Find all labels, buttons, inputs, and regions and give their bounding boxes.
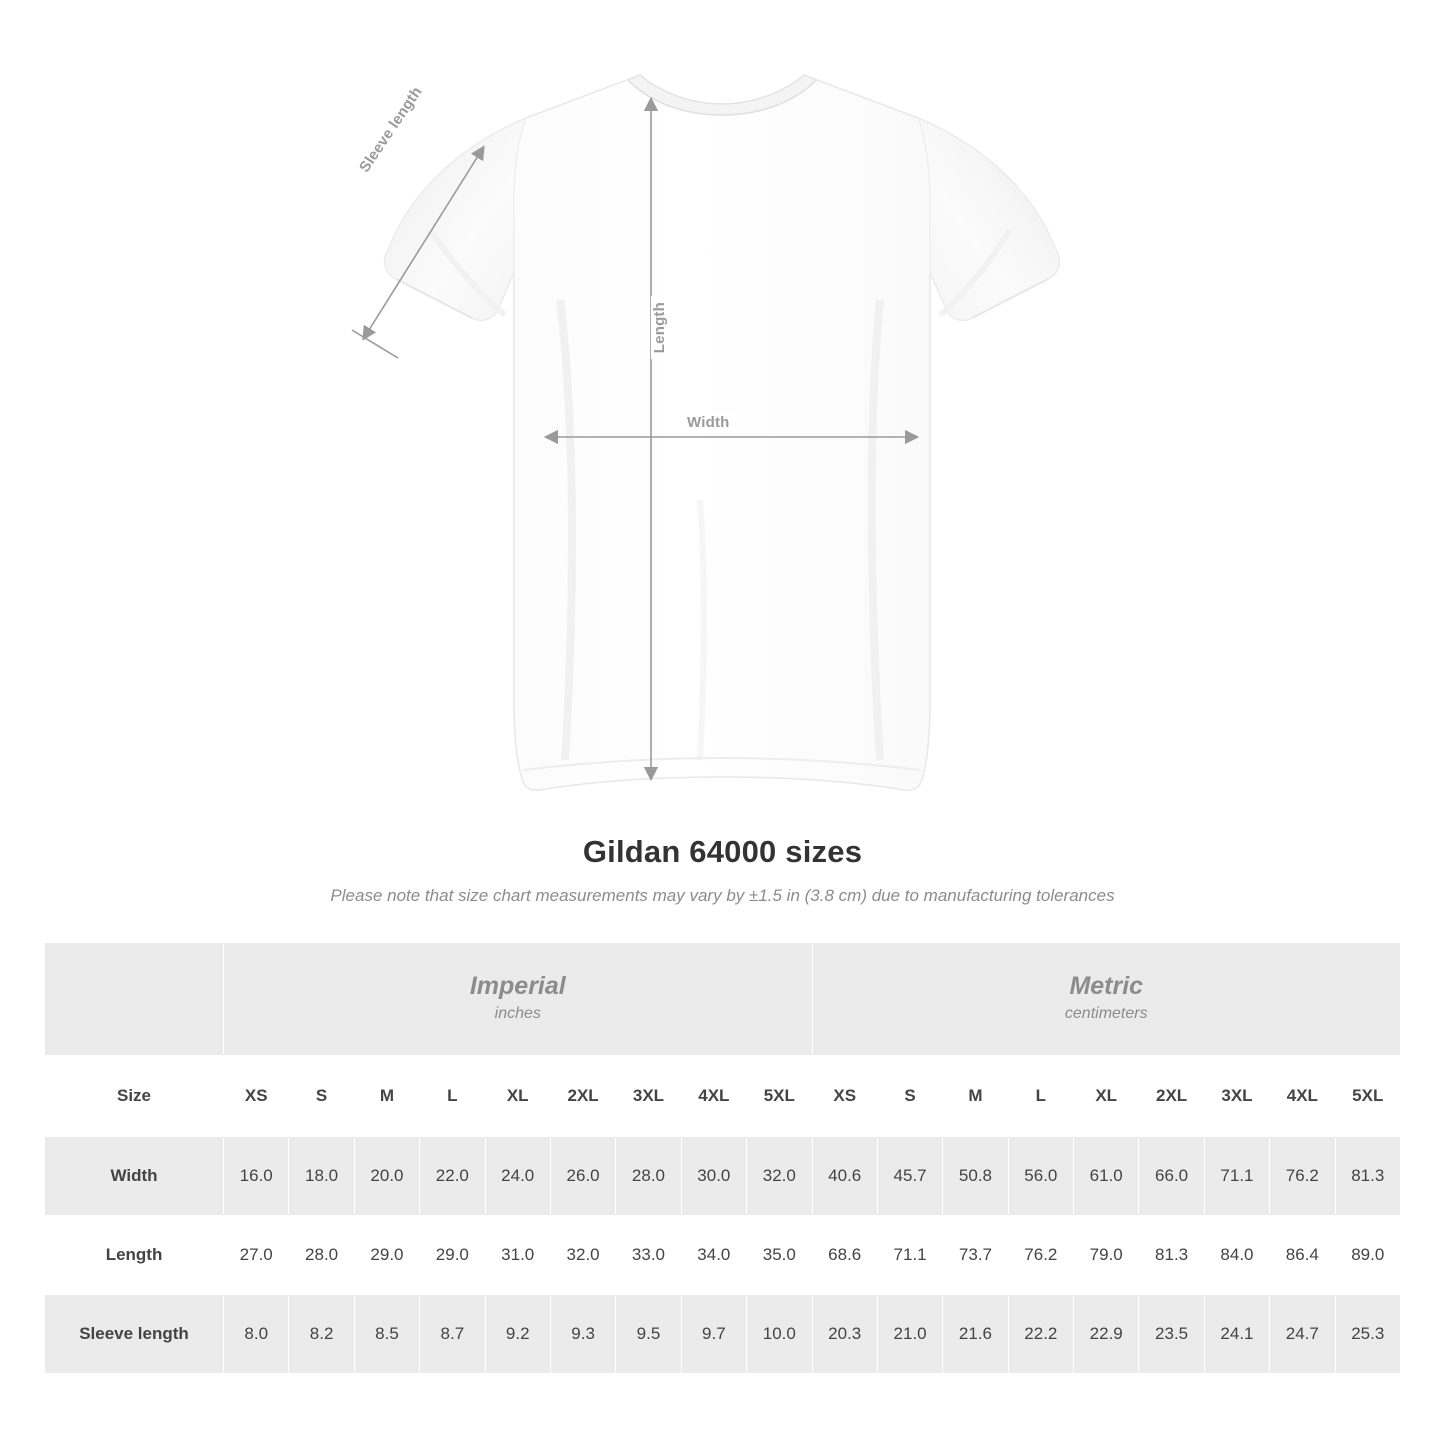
size-column-header: XS — [812, 1056, 877, 1137]
cell-sleeve-xl-cm: 22.9 — [1074, 1295, 1139, 1374]
size-column-header: 5XL — [1335, 1056, 1400, 1137]
size-column-header: 4XL — [1270, 1056, 1335, 1137]
cell-width-2xl-in: 26.0 — [550, 1137, 615, 1216]
cell-length-xl-in: 31.0 — [485, 1216, 550, 1295]
cell-width-4xl-cm: 76.2 — [1270, 1137, 1335, 1216]
cell-width-xl-in: 24.0 — [485, 1137, 550, 1216]
imperial-unit-header — [224, 943, 813, 1056]
cell-width-xs-in: 16.0 — [224, 1137, 289, 1216]
cell-sleeve-2xl-cm: 23.5 — [1139, 1295, 1204, 1374]
size-table — [44, 942, 1401, 1374]
cell-sleeve-4xl-cm: 24.7 — [1270, 1295, 1335, 1374]
units-header-row — [45, 943, 1401, 1056]
cell-width-l-in: 22.0 — [420, 1137, 485, 1216]
cell-sleeve-4xl-in: 9.7 — [681, 1295, 746, 1374]
cell-length-2xl-in: 32.0 — [550, 1216, 615, 1295]
size-column-header: 2XL — [1139, 1056, 1204, 1137]
cell-length-5xl-in: 35.0 — [747, 1216, 813, 1295]
cell-length-5xl-cm: 89.0 — [1335, 1216, 1400, 1295]
cell-sleeve-l-cm: 22.2 — [1008, 1295, 1073, 1374]
metric-unit-sub: centimeters — [1064, 1004, 1148, 1022]
page-title: Gildan 64000 sizes — [582, 834, 863, 869]
size-column-header: M — [354, 1056, 419, 1137]
cell-sleeve-xl-in: 9.2 — [485, 1295, 550, 1374]
imperial-unit-sub: inches — [494, 1004, 541, 1022]
table-row — [45, 1137, 1401, 1216]
cell-width-m-in: 20.0 — [354, 1137, 419, 1216]
size-column-header: 3XL — [1204, 1056, 1269, 1137]
cell-sleeve-m-in: 8.5 — [354, 1295, 419, 1374]
size-column-header: 4XL — [681, 1056, 746, 1137]
cell-width-s-in: 18.0 — [289, 1137, 354, 1216]
size-column-header: L — [1008, 1056, 1073, 1137]
row-label-sleeve-length: Sleeve length — [45, 1295, 224, 1374]
tolerance-note: Please note that size chart measurements may vary by ±1.5 in (3.8 cm) due to manufacturing tolerances — [330, 886, 1115, 905]
cell-sleeve-s-in: 8.2 — [289, 1295, 354, 1374]
size-column-header: 3XL — [616, 1056, 681, 1137]
cell-length-l-cm: 76.2 — [1008, 1216, 1073, 1295]
cell-length-4xl-in: 34.0 — [681, 1216, 746, 1295]
table-row — [45, 1216, 1401, 1295]
size-column-header: L — [420, 1056, 485, 1137]
size-header-row — [45, 1056, 1401, 1137]
chart-heading — [0, 834, 1445, 906]
length-dimension-label: Length — [651, 296, 668, 359]
cell-width-5xl-cm: 81.3 — [1335, 1137, 1400, 1216]
cell-length-3xl-in: 33.0 — [616, 1216, 681, 1295]
cell-width-4xl-in: 30.0 — [681, 1137, 746, 1216]
cell-length-s-cm: 71.1 — [877, 1216, 942, 1295]
cell-length-xs-cm: 68.6 — [812, 1216, 877, 1295]
table-row — [45, 1295, 1401, 1374]
cell-width-xl-cm: 61.0 — [1074, 1137, 1139, 1216]
cell-sleeve-5xl-cm: 25.3 — [1335, 1295, 1400, 1374]
cell-length-xl-cm: 79.0 — [1074, 1216, 1139, 1295]
size-table-wrap — [44, 942, 1401, 1374]
size-column-header: XS — [224, 1056, 289, 1137]
cell-sleeve-3xl-in: 9.5 — [616, 1295, 681, 1374]
cell-sleeve-2xl-in: 9.3 — [550, 1295, 615, 1374]
size-row-label: Size — [45, 1056, 224, 1137]
cell-length-3xl-cm: 84.0 — [1204, 1216, 1269, 1295]
cell-sleeve-l-in: 8.7 — [420, 1295, 485, 1374]
sleeve-length-dimension-label: Sleeve length — [356, 83, 426, 176]
metric-unit-header — [812, 943, 1400, 1056]
size-column-header: 2XL — [550, 1056, 615, 1137]
cell-width-3xl-cm: 71.1 — [1204, 1137, 1269, 1216]
size-column-header: S — [289, 1056, 354, 1137]
cell-width-xs-cm: 40.6 — [812, 1137, 877, 1216]
cell-width-m-cm: 50.8 — [943, 1137, 1008, 1216]
units-corner-cell — [45, 943, 224, 1056]
cell-sleeve-5xl-in: 10.0 — [747, 1295, 813, 1374]
cell-width-l-cm: 56.0 — [1008, 1137, 1073, 1216]
cell-length-xs-in: 27.0 — [224, 1216, 289, 1295]
cell-sleeve-xs-cm: 20.3 — [812, 1295, 877, 1374]
cell-length-m-in: 29.0 — [354, 1216, 419, 1295]
cell-width-s-cm: 45.7 — [877, 1137, 942, 1216]
cell-length-m-cm: 73.7 — [943, 1216, 1008, 1295]
cell-width-3xl-in: 28.0 — [616, 1137, 681, 1216]
sleeve-tick-bottom — [352, 330, 398, 358]
cell-length-s-in: 28.0 — [289, 1216, 354, 1295]
cell-sleeve-m-cm: 21.6 — [943, 1295, 1008, 1374]
size-column-header: 5XL — [747, 1056, 813, 1137]
row-label-width: Width — [45, 1137, 224, 1216]
cell-width-2xl-cm: 66.0 — [1139, 1137, 1204, 1216]
cell-sleeve-s-cm: 21.0 — [877, 1295, 942, 1374]
metric-unit-name: Metric — [1069, 971, 1144, 1000]
size-column-header: XL — [1074, 1056, 1139, 1137]
cell-length-l-in: 29.0 — [420, 1216, 485, 1295]
size-column-header: S — [877, 1056, 942, 1137]
cell-sleeve-3xl-cm: 24.1 — [1204, 1295, 1269, 1374]
width-dimension-label: Width — [681, 414, 736, 431]
size-column-header: XL — [485, 1056, 550, 1137]
imperial-unit-name: Imperial — [469, 971, 566, 1000]
cell-sleeve-xs-in: 8.0 — [224, 1295, 289, 1374]
cell-width-5xl-in: 32.0 — [747, 1137, 813, 1216]
row-label-length: Length — [45, 1216, 224, 1295]
cell-length-2xl-cm: 81.3 — [1139, 1216, 1204, 1295]
cell-length-4xl-cm: 86.4 — [1270, 1216, 1335, 1295]
size-column-header: M — [943, 1056, 1008, 1137]
